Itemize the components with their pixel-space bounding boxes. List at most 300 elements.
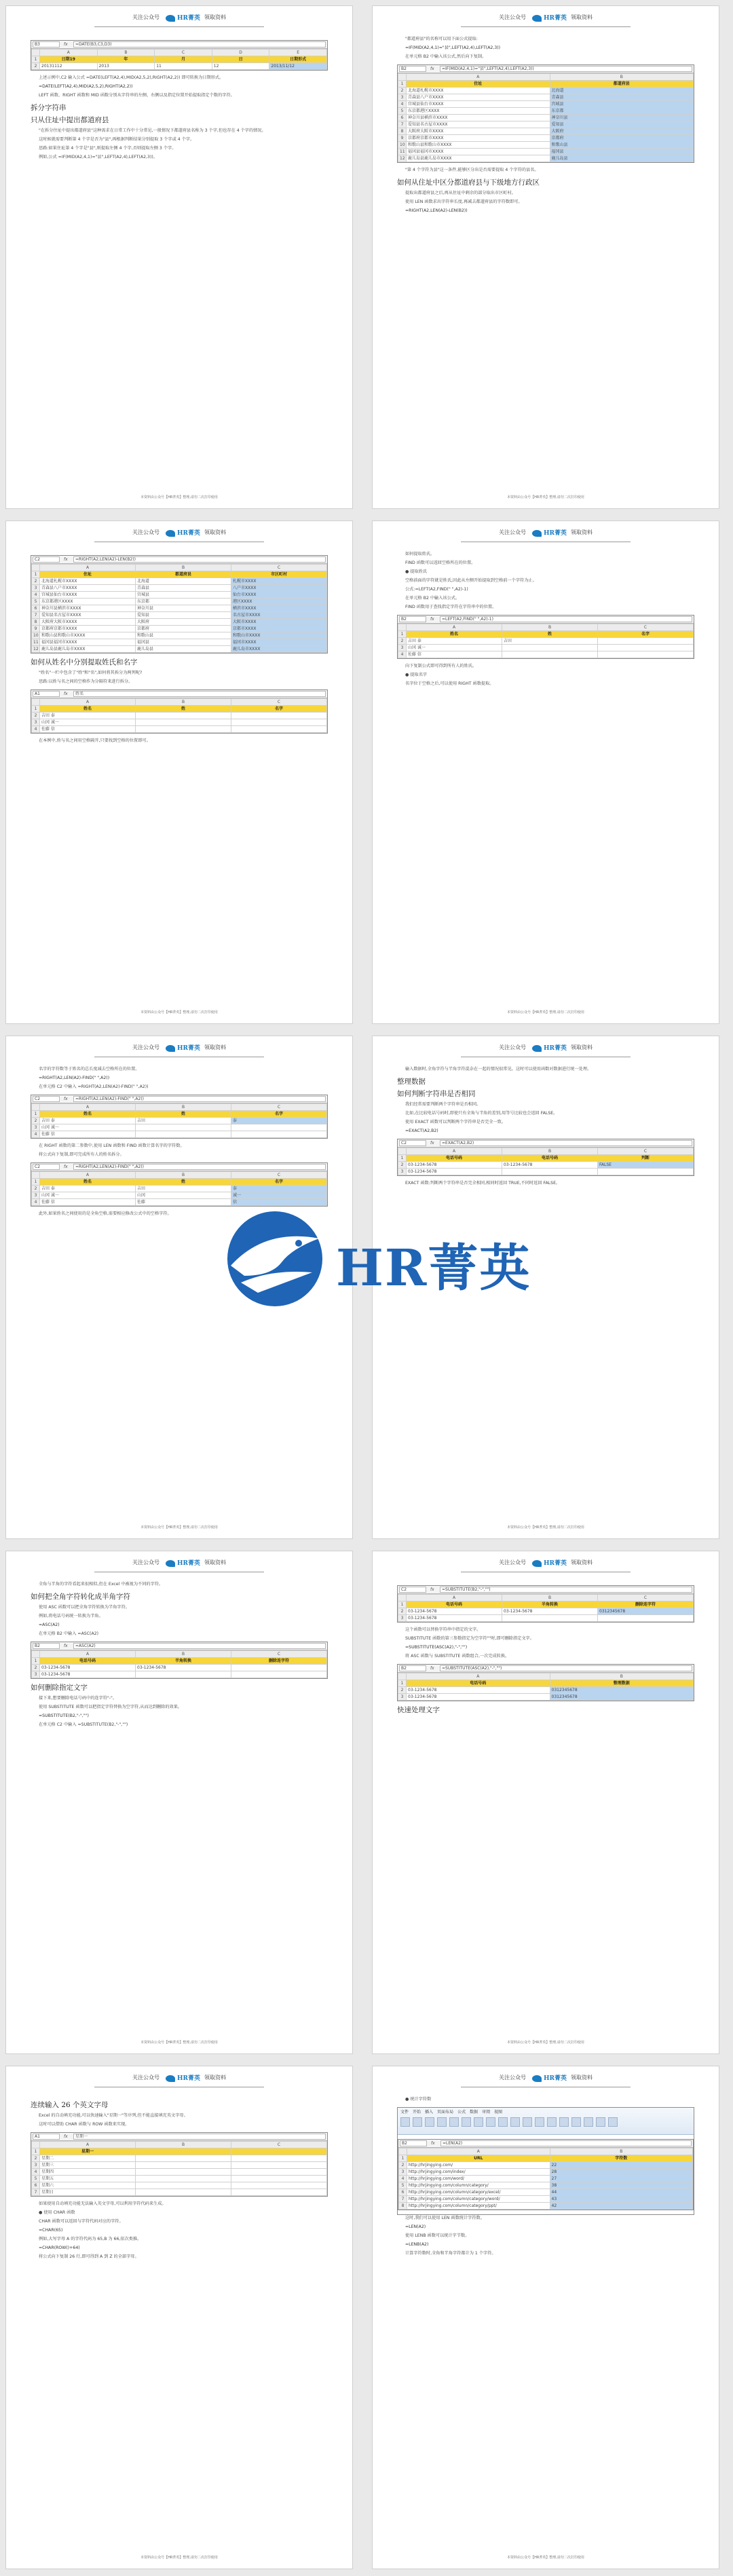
cell[interactable]: 12 bbox=[212, 63, 269, 70]
row-header[interactable]: 5 bbox=[32, 599, 40, 605]
row-header[interactable]: 2 bbox=[32, 1665, 40, 1671]
spreadsheet[interactable] bbox=[31, 2132, 328, 2197]
spreadsheet[interactable] bbox=[398, 2139, 694, 2210]
cell[interactable]: 姓名 bbox=[407, 631, 502, 638]
formula-bar[interactable] bbox=[398, 1139, 694, 1148]
cell[interactable] bbox=[231, 2169, 327, 2176]
column-header[interactable]: A bbox=[40, 565, 136, 571]
formula-input[interactable]: =RIGHT(A2,LEN(A2)-FIND(" ",A2)) bbox=[73, 1164, 326, 1170]
cell[interactable]: 03-1234-5678 bbox=[407, 1162, 502, 1169]
toolbar-icon[interactable] bbox=[462, 2117, 471, 2127]
cell[interactable] bbox=[598, 638, 694, 645]
cell[interactable]: 0312345678 bbox=[598, 1608, 694, 1615]
cell[interactable] bbox=[136, 2176, 231, 2182]
row-header[interactable]: 1 bbox=[32, 1179, 40, 1186]
cell[interactable]: 东京都港区XXXX bbox=[40, 599, 136, 605]
formula-input[interactable]: =IF(MID(A2,4,1)="县",LEFT(A2,4),LEFT(A2,3)) bbox=[440, 66, 692, 72]
ribbon-tab[interactable]: 数据 bbox=[470, 2110, 478, 2115]
cell[interactable]: 宫城县仙台市XXXX bbox=[407, 101, 550, 108]
cell[interactable]: 港区XXXX bbox=[231, 599, 327, 605]
cell[interactable]: 诚一 bbox=[231, 1192, 327, 1199]
cell[interactable]: 神奈川县 bbox=[550, 115, 694, 121]
formula-input[interactable]: =EXACT(A2,B2) bbox=[440, 1140, 692, 1146]
cell[interactable]: 住址 bbox=[407, 81, 550, 88]
corner-cell[interactable] bbox=[32, 2142, 40, 2148]
row-header[interactable]: 4 bbox=[32, 1131, 40, 1138]
column-header[interactable]: C bbox=[598, 1595, 694, 1602]
cell[interactable] bbox=[231, 2148, 327, 2155]
formula-input[interactable]: =DATE(B3,C3,D3) bbox=[73, 41, 326, 48]
cell[interactable]: 电话号码 bbox=[502, 1155, 598, 1162]
cell[interactable]: 03-1234-5678 bbox=[407, 1687, 550, 1694]
cell-reference-box[interactable]: B2 bbox=[400, 2140, 427, 2146]
column-header[interactable]: B bbox=[136, 565, 231, 571]
row-header[interactable]: 2 bbox=[32, 2155, 40, 2162]
spreadsheet[interactable] bbox=[31, 555, 328, 654]
cell[interactable] bbox=[502, 1615, 598, 1622]
cell-reference-box[interactable]: C2 bbox=[399, 1587, 426, 1593]
cell-reference-box[interactable]: B2 bbox=[399, 616, 426, 622]
cell[interactable]: 月 bbox=[155, 56, 212, 63]
cell[interactable] bbox=[231, 2189, 327, 2196]
cell[interactable]: 京都市XXXX bbox=[231, 626, 327, 632]
ribbon-tab[interactable]: 页面布局 bbox=[437, 2110, 454, 2115]
cell[interactable]: 2013 bbox=[97, 63, 155, 70]
cell[interactable]: http://hrjingying.com/word/ bbox=[407, 2176, 550, 2182]
corner-cell[interactable] bbox=[32, 50, 40, 56]
row-header[interactable]: 6 bbox=[398, 115, 407, 121]
corner-cell[interactable] bbox=[32, 565, 40, 571]
spreadsheet[interactable] bbox=[397, 615, 694, 659]
row-header[interactable]: 1 bbox=[398, 1680, 407, 1687]
cell[interactable] bbox=[231, 719, 327, 726]
cell[interactable]: 03-1234-5678 bbox=[502, 1608, 598, 1615]
cell[interactable]: 青森县八户市XXXX bbox=[407, 94, 550, 101]
cell[interactable]: 半角转换 bbox=[136, 1658, 231, 1665]
column-header[interactable]: B bbox=[97, 50, 155, 56]
cell[interactable]: 03-1234-5678 bbox=[502, 1162, 598, 1169]
cell[interactable]: 和歌山县和歌山市XXXX bbox=[40, 632, 136, 639]
column-header[interactable]: B bbox=[550, 74, 694, 81]
cell[interactable]: 大阪府 bbox=[550, 128, 694, 135]
cell[interactable]: 北海道札幌市XXXX bbox=[40, 578, 136, 585]
formula-bar[interactable] bbox=[31, 1163, 327, 1171]
cell-reference-box[interactable]: B2 bbox=[33, 1643, 60, 1649]
cell[interactable]: 和歌山市XXXX bbox=[231, 632, 327, 639]
cell[interactable]: 爱知县 bbox=[550, 121, 694, 128]
ribbon-tab[interactable]: 审阅 bbox=[482, 2110, 491, 2115]
row-header[interactable]: 1 bbox=[398, 1155, 407, 1162]
formula-input[interactable]: =ASC(A2) bbox=[73, 1643, 326, 1649]
row-header[interactable]: 4 bbox=[32, 726, 40, 733]
cell[interactable]: 佐藤 信 bbox=[40, 726, 136, 733]
cell[interactable]: 山冈 诚一 bbox=[40, 719, 136, 726]
toolbar-icon[interactable] bbox=[510, 2117, 520, 2127]
cell[interactable]: 名字 bbox=[231, 1179, 327, 1186]
cell[interactable] bbox=[231, 1131, 327, 1138]
row-header[interactable]: 7 bbox=[32, 612, 40, 619]
toolbar-icon[interactable] bbox=[413, 2117, 422, 2127]
cell[interactable]: 佐藤 信 bbox=[407, 651, 502, 658]
column-header[interactable]: C bbox=[231, 565, 327, 571]
cell[interactable]: 爱知县名古屋市XXXX bbox=[407, 121, 550, 128]
cell[interactable]: 东京都 bbox=[550, 108, 694, 115]
spreadsheet[interactable] bbox=[397, 1139, 694, 1176]
row-header[interactable]: 9 bbox=[398, 135, 407, 142]
column-header[interactable]: A bbox=[407, 1595, 502, 1602]
formula-input[interactable]: =SUBSTITUTE(B2,"-","") bbox=[440, 1587, 692, 1593]
cell[interactable]: 北海道 bbox=[550, 88, 694, 94]
cell[interactable] bbox=[231, 2182, 327, 2189]
row-header[interactable]: 1 bbox=[398, 1602, 407, 1608]
column-header[interactable]: A bbox=[40, 1172, 136, 1179]
cell[interactable] bbox=[136, 2169, 231, 2176]
toolbar-icon[interactable] bbox=[486, 2117, 495, 2127]
ribbon-tab[interactable]: 插入 bbox=[425, 2110, 434, 2115]
cell[interactable]: 删除连字符 bbox=[598, 1602, 694, 1608]
formula-input[interactable]: =RIGHT(A2,LEN(A2)-FIND(" ",A2)) bbox=[73, 1096, 326, 1102]
ribbon-tab[interactable]: 公式 bbox=[457, 2110, 466, 2115]
excel-window[interactable] bbox=[397, 2107, 694, 2215]
toolbar-icon[interactable] bbox=[571, 2117, 581, 2127]
cell[interactable]: 福冈市XXXX bbox=[231, 639, 327, 646]
cell[interactable]: 八户市XXXX bbox=[231, 585, 327, 592]
column-header[interactable]: A bbox=[407, 2148, 550, 2155]
cell[interactable]: 姓 bbox=[136, 1111, 231, 1118]
row-header[interactable]: 3 bbox=[32, 719, 40, 726]
toolbar-icon[interactable] bbox=[584, 2117, 593, 2127]
row-header[interactable]: 2 bbox=[32, 713, 40, 719]
row-header[interactable]: 2 bbox=[398, 638, 407, 645]
cell[interactable]: 名字 bbox=[231, 1111, 327, 1118]
cell[interactable]: 青森县 bbox=[136, 585, 231, 592]
toolbar-icon[interactable] bbox=[400, 2117, 410, 2127]
row-header[interactable]: 6 bbox=[399, 2189, 407, 2196]
row-header[interactable]: 10 bbox=[32, 632, 40, 639]
cell[interactable]: http://hrjingying.com/column/category/ppt/ bbox=[407, 2203, 550, 2210]
column-header[interactable]: B bbox=[550, 2148, 693, 2155]
column-header[interactable]: B bbox=[136, 2142, 231, 2148]
cell[interactable]: 字符数 bbox=[550, 2155, 693, 2162]
cell[interactable]: 住址 bbox=[40, 571, 136, 578]
cell-reference-box[interactable]: B3 bbox=[33, 41, 60, 48]
row-header[interactable]: 3 bbox=[398, 1615, 407, 1622]
spreadsheet[interactable] bbox=[31, 1095, 328, 1139]
cell[interactable]: 和歌山县 bbox=[136, 632, 231, 639]
cell[interactable]: 电话号码 bbox=[407, 1155, 502, 1162]
corner-cell[interactable] bbox=[399, 2148, 407, 2155]
row-header[interactable]: 3 bbox=[32, 585, 40, 592]
cell[interactable]: 佐藤 bbox=[136, 1199, 231, 1206]
cell[interactable]: 名字 bbox=[598, 631, 694, 638]
column-header[interactable]: C bbox=[231, 1651, 327, 1658]
cell[interactable]: 佐藤 信 bbox=[40, 1131, 136, 1138]
cell[interactable]: 福冈县福冈市XXXX bbox=[40, 639, 136, 646]
cell[interactable]: 京都府 bbox=[136, 626, 231, 632]
row-header[interactable]: 6 bbox=[32, 2182, 40, 2189]
cell[interactable]: 38 bbox=[550, 2182, 693, 2189]
row-header[interactable]: 1 bbox=[32, 571, 40, 578]
cell-reference-box[interactable]: C2 bbox=[33, 1164, 60, 1170]
cell[interactable]: 吉田 bbox=[136, 1118, 231, 1124]
row-header[interactable]: 2 bbox=[398, 88, 407, 94]
cell[interactable]: 整理数据 bbox=[550, 1680, 694, 1687]
ribbon-tab[interactable]: 开始 bbox=[413, 2110, 421, 2115]
cell[interactable]: 神奈川县横滨市XXXX bbox=[407, 115, 550, 121]
cell[interactable]: 吉田 泰 bbox=[40, 713, 136, 719]
cell[interactable]: 鹿儿岛县鹿儿岛市XXXX bbox=[40, 646, 136, 653]
corner-cell[interactable] bbox=[398, 1148, 407, 1155]
cell[interactable] bbox=[598, 645, 694, 651]
row-header[interactable]: 12 bbox=[398, 155, 407, 162]
cell[interactable]: 东京都港区XXXX bbox=[407, 108, 550, 115]
row-header[interactable]: 1 bbox=[398, 81, 407, 88]
formula-input[interactable]: =LEN(A2) bbox=[440, 2140, 692, 2146]
row-header[interactable]: 3 bbox=[32, 1124, 40, 1131]
cell[interactable]: 仙台市XXXX bbox=[231, 592, 327, 599]
formula-input[interactable]: 星期一 bbox=[73, 2134, 326, 2140]
formula-bar[interactable] bbox=[31, 690, 327, 698]
toolbar-icon[interactable] bbox=[523, 2117, 532, 2127]
cell[interactable]: 42 bbox=[550, 2203, 693, 2210]
toolbar-icon[interactable] bbox=[425, 2117, 434, 2127]
row-header[interactable]: 1 bbox=[32, 1111, 40, 1118]
corner-cell[interactable] bbox=[398, 1595, 407, 1602]
row-header[interactable]: 8 bbox=[398, 128, 407, 135]
row-header[interactable]: 10 bbox=[398, 142, 407, 149]
cell[interactable]: 都道府县 bbox=[136, 571, 231, 578]
cell[interactable]: 电话号码 bbox=[407, 1680, 550, 1687]
cell[interactable]: 和歌山县 bbox=[550, 142, 694, 149]
row-header[interactable]: 3 bbox=[32, 2162, 40, 2169]
formula-bar[interactable] bbox=[31, 2133, 327, 2141]
cell-reference-box[interactable]: C2 bbox=[33, 556, 60, 563]
row-header[interactable]: 7 bbox=[399, 2196, 407, 2203]
column-header[interactable]: B bbox=[136, 1104, 231, 1111]
row-header[interactable]: 2 bbox=[398, 1162, 407, 1169]
column-header[interactable]: B bbox=[136, 1172, 231, 1179]
cell[interactable]: 20131112 bbox=[40, 63, 98, 70]
toolbar-icon[interactable] bbox=[608, 2117, 618, 2127]
cell[interactable]: 大阪府大阪市XXXX bbox=[40, 619, 136, 626]
row-header[interactable]: 5 bbox=[32, 2176, 40, 2182]
cell[interactable]: 姓名 bbox=[40, 1111, 136, 1118]
cell[interactable]: 宫城县 bbox=[550, 101, 694, 108]
row-header[interactable]: 11 bbox=[398, 149, 407, 155]
corner-cell[interactable] bbox=[32, 1651, 40, 1658]
cell[interactable] bbox=[598, 651, 694, 658]
cell[interactable] bbox=[136, 726, 231, 733]
corner-cell[interactable] bbox=[32, 1172, 40, 1179]
toolbar-icon[interactable] bbox=[535, 2117, 544, 2127]
cell[interactable]: http://hrjingying.com/column/category/word/ bbox=[407, 2196, 550, 2203]
row-header[interactable]: 2 bbox=[32, 1186, 40, 1192]
ribbon-tab[interactable]: 文件 bbox=[400, 2110, 409, 2115]
cell[interactable]: 28 bbox=[550, 2169, 693, 2176]
cell[interactable]: 03-1234-5678 bbox=[407, 1694, 550, 1701]
formula-bar[interactable] bbox=[31, 41, 327, 49]
cell[interactable] bbox=[231, 2176, 327, 2182]
toolbar-icon[interactable] bbox=[437, 2117, 447, 2127]
column-header[interactable]: B bbox=[136, 699, 231, 706]
cell[interactable]: 星期日 bbox=[40, 2189, 136, 2196]
cell[interactable]: 名古屋市XXXX bbox=[231, 612, 327, 619]
toolbar-icon[interactable] bbox=[498, 2117, 508, 2127]
column-header[interactable]: A bbox=[407, 74, 550, 81]
corner-cell[interactable] bbox=[32, 699, 40, 706]
cell[interactable]: 北海道札幌市XXXX bbox=[407, 88, 550, 94]
row-header[interactable]: 5 bbox=[399, 2182, 407, 2189]
row-header[interactable]: 3 bbox=[32, 1192, 40, 1199]
toolbar-icon[interactable] bbox=[559, 2117, 569, 2127]
column-header[interactable]: A bbox=[407, 1148, 502, 1155]
cell[interactable]: 星期四 bbox=[40, 2169, 136, 2176]
cell[interactable]: 青森县 bbox=[550, 94, 694, 101]
cell[interactable]: 京都府京都市XXXX bbox=[40, 626, 136, 632]
row-header[interactable]: 3 bbox=[398, 1169, 407, 1175]
row-header[interactable]: 7 bbox=[398, 121, 407, 128]
cell[interactable]: 03-1234-5678 bbox=[40, 1671, 136, 1678]
cell[interactable]: 2013/11/12 bbox=[269, 63, 327, 70]
cell[interactable] bbox=[231, 1124, 327, 1131]
column-header[interactable]: E bbox=[269, 50, 327, 56]
formula-bar[interactable] bbox=[398, 615, 694, 624]
cell[interactable]: 姓名 bbox=[40, 1179, 136, 1186]
row-header[interactable]: 2 bbox=[32, 1118, 40, 1124]
column-header[interactable]: C bbox=[598, 1148, 694, 1155]
cell[interactable]: 27 bbox=[550, 2176, 693, 2182]
cell[interactable]: 神奈川县 bbox=[136, 605, 231, 612]
column-header[interactable]: B bbox=[502, 624, 598, 631]
cell[interactable] bbox=[136, 1671, 231, 1678]
cell[interactable]: 22 bbox=[550, 2162, 693, 2169]
formula-input[interactable]: =RIGHT(A2,LEN(A2)-LEN(B2)) bbox=[73, 556, 326, 563]
cell-reference-box[interactable]: C2 bbox=[33, 1096, 60, 1102]
cell[interactable]: 大阪府 bbox=[136, 619, 231, 626]
row-header[interactable]: 2 bbox=[398, 1687, 407, 1694]
ribbon-tab[interactable]: 视图 bbox=[494, 2110, 503, 2115]
cell[interactable] bbox=[136, 713, 231, 719]
cell[interactable]: 山冈 诚一 bbox=[407, 645, 502, 651]
cell[interactable]: 半角转换 bbox=[502, 1602, 598, 1608]
row-header[interactable]: 2 bbox=[32, 63, 40, 70]
cell-reference-box[interactable]: B2 bbox=[399, 1665, 426, 1671]
column-header[interactable]: D bbox=[212, 50, 269, 56]
cell[interactable] bbox=[136, 2148, 231, 2155]
cell-reference-box[interactable]: A1 bbox=[33, 691, 60, 697]
formula-bar[interactable] bbox=[398, 65, 694, 73]
column-header[interactable]: B bbox=[502, 1148, 598, 1155]
row-header[interactable]: 2 bbox=[399, 2162, 407, 2169]
cell[interactable]: URL bbox=[407, 2155, 550, 2162]
row-header[interactable]: 1 bbox=[32, 2148, 40, 2155]
row-header[interactable]: 8 bbox=[399, 2203, 407, 2210]
column-header[interactable]: B bbox=[502, 1595, 598, 1602]
spreadsheet[interactable] bbox=[397, 64, 694, 163]
cell[interactable]: 京都府京都市XXXX bbox=[407, 135, 550, 142]
cell-reference-box[interactable]: A1 bbox=[33, 2134, 60, 2140]
cell[interactable] bbox=[502, 645, 598, 651]
cell[interactable]: 福冈县 bbox=[136, 639, 231, 646]
cell[interactable]: 吉田 泰 bbox=[407, 638, 502, 645]
cell[interactable] bbox=[136, 719, 231, 726]
cell[interactable] bbox=[231, 1671, 327, 1678]
cell[interactable]: 电话号码 bbox=[407, 1602, 502, 1608]
cell[interactable]: 京都府 bbox=[550, 135, 694, 142]
cell[interactable] bbox=[231, 2162, 327, 2169]
row-header[interactable]: 1 bbox=[32, 56, 40, 63]
cell[interactable]: 鹿儿岛县 bbox=[136, 646, 231, 653]
cell[interactable]: 大阪市XXXX bbox=[231, 619, 327, 626]
cell[interactable] bbox=[231, 1665, 327, 1671]
cell[interactable]: 泰 bbox=[231, 1118, 327, 1124]
spreadsheet[interactable] bbox=[31, 40, 328, 71]
cell[interactable] bbox=[136, 2182, 231, 2189]
cell[interactable]: 青森县八户市XXXX bbox=[40, 585, 136, 592]
cell[interactable]: 鹿儿岛市XXXX bbox=[231, 646, 327, 653]
row-header[interactable]: 11 bbox=[32, 639, 40, 646]
cell[interactable]: 姓 bbox=[136, 1179, 231, 1186]
toolbar-icon[interactable] bbox=[547, 2117, 557, 2127]
cell[interactable]: 星期二 bbox=[40, 2155, 136, 2162]
row-header[interactable]: 1 bbox=[398, 631, 407, 638]
cell[interactable]: 日 bbox=[212, 56, 269, 63]
cell[interactable]: 宫城县仙台市XXXX bbox=[40, 592, 136, 599]
cell[interactable]: 44 bbox=[550, 2189, 693, 2196]
column-header[interactable]: A bbox=[40, 699, 136, 706]
cell[interactable]: 姓 bbox=[502, 631, 598, 638]
column-header[interactable]: A bbox=[40, 2142, 136, 2148]
cell[interactable]: http://hrjingying.com/column/category/ bbox=[407, 2182, 550, 2189]
cell[interactable]: 福冈县福冈市XXXX bbox=[407, 149, 550, 155]
row-header[interactable]: 4 bbox=[32, 592, 40, 599]
corner-cell[interactable] bbox=[398, 74, 407, 81]
row-header[interactable]: 2 bbox=[32, 578, 40, 585]
spreadsheet[interactable] bbox=[31, 1642, 328, 1679]
cell[interactable] bbox=[136, 1131, 231, 1138]
corner-cell[interactable] bbox=[398, 1673, 407, 1680]
toolbar-icon[interactable] bbox=[596, 2117, 605, 2127]
spreadsheet[interactable] bbox=[397, 1664, 694, 1701]
cell[interactable]: FALSE bbox=[598, 1162, 694, 1169]
spreadsheet[interactable] bbox=[31, 689, 328, 734]
cell[interactable]: 03-1234-5678 bbox=[407, 1608, 502, 1615]
row-header[interactable]: 4 bbox=[399, 2176, 407, 2182]
cell[interactable]: 福冈县 bbox=[550, 149, 694, 155]
row-header[interactable]: 8 bbox=[32, 619, 40, 626]
row-header[interactable]: 1 bbox=[32, 706, 40, 713]
cell[interactable] bbox=[136, 1124, 231, 1131]
cell[interactable]: 星期五 bbox=[40, 2176, 136, 2182]
column-header[interactable]: C bbox=[598, 624, 694, 631]
column-header[interactable]: C bbox=[155, 50, 212, 56]
row-header[interactable]: 1 bbox=[399, 2155, 407, 2162]
cell[interactable]: 03-1234-5678 bbox=[136, 1665, 231, 1671]
cell[interactable]: 山冈 诚一 bbox=[40, 1124, 136, 1131]
formula-input[interactable]: 姓名 bbox=[73, 691, 326, 697]
cell[interactable] bbox=[136, 2162, 231, 2169]
formula-bar[interactable] bbox=[398, 2140, 693, 2148]
cell[interactable]: 横滨市XXXX bbox=[231, 605, 327, 612]
cell[interactable] bbox=[598, 1169, 694, 1175]
cell[interactable]: 信 bbox=[231, 1199, 327, 1206]
cell[interactable]: 吉田 bbox=[136, 1186, 231, 1192]
row-header[interactable]: 1 bbox=[32, 1658, 40, 1665]
cell[interactable]: 日期19 bbox=[40, 56, 98, 63]
cell[interactable]: 都道府县 bbox=[550, 81, 694, 88]
cell[interactable]: http://hrjingying.com/column/category/excel/ bbox=[407, 2189, 550, 2196]
formula-bar[interactable] bbox=[398, 1665, 694, 1673]
